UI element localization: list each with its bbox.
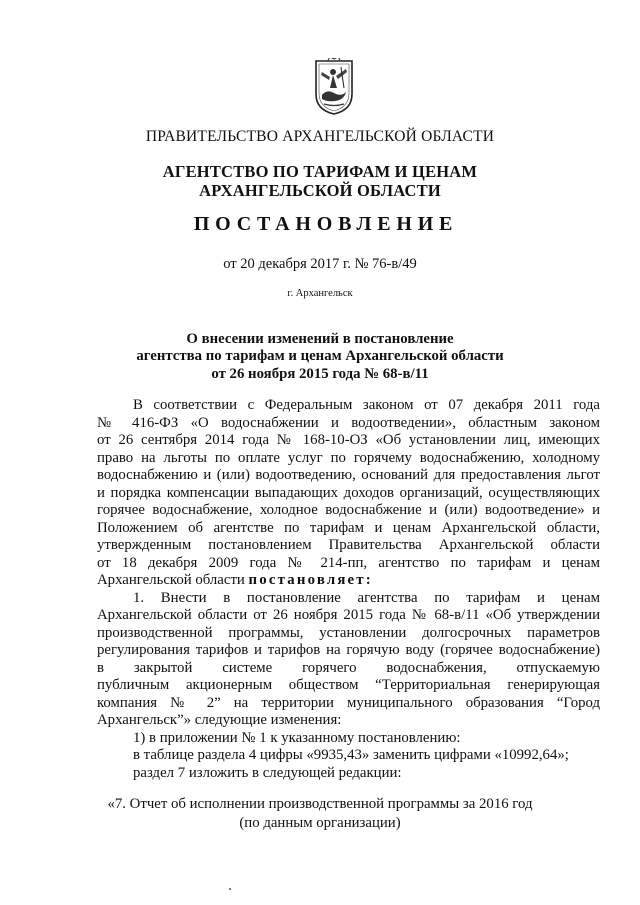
item1-line: в закрытой системе горячего водоснабжения, отпускаемую bbox=[97, 659, 600, 676]
resolves-word: постановляет: bbox=[248, 572, 373, 588]
subject-line-1: О внесении изменений в постановление bbox=[186, 331, 454, 347]
body-line: водоснабжению и (или) водоотведению, оснований для предоставления льгот bbox=[97, 467, 600, 483]
item1-first: 1. Внести в постановление агентства по тарифам и bbox=[133, 589, 545, 606]
body-line: Положением об агентстве по тарифам и ценам Архангельской области, bbox=[97, 519, 600, 536]
body-line: утвержденным постановлением Правительства Архангельской области bbox=[97, 537, 600, 553]
agency-name-line1: АГЕНТСТВО ПО ТАРИФАМ И ЦЕНАМ bbox=[162, 162, 478, 181]
item1-line: компания № 2” на территории муниципального образования “Город bbox=[97, 694, 600, 711]
document-type-title: ПОСТАНОВЛЕНИЕ bbox=[193, 213, 459, 235]
body-line: № 416-ФЗ «О водоснабжении и водоотведении», областным законом bbox=[97, 414, 600, 431]
item1-first-tail: ценам bbox=[561, 589, 601, 606]
document-date-number: от 20 декабря 2017 г. № 76-в/49 bbox=[223, 256, 417, 272]
body-line: и порядка компенсации выпадающих доходов организаций, осуществляющих bbox=[97, 484, 600, 501]
agency-name-line2: АРХАНГЕЛЬСКОЙ ОБЛАСТИ bbox=[199, 181, 441, 200]
item1-line: регулирования тарифов и тарифов на горячую воду (горячее водоснабжение) bbox=[97, 642, 600, 658]
government-name: ПРАВИТЕЛЬСТВО АРХАНГЕЛЬСКОЙ ОБЛАСТИ bbox=[145, 128, 495, 145]
subject-line-2: агентства по тарифам и ценам Архангельской области bbox=[136, 348, 504, 364]
item1-line: производственной программы, установлении долгосрочных параметров bbox=[97, 624, 600, 641]
item1-line bbox=[97, 590, 600, 608]
body-line-resolves bbox=[97, 572, 600, 590]
body-line: право на льготы по оплате услуг по горячему водоснабжению, холодному bbox=[97, 449, 600, 466]
body-line: от 26 сентября 2014 года № 168-10-ОЗ «Об установлении лиц, имеющих bbox=[97, 432, 600, 448]
body-line-prefix: Архангельской области bbox=[97, 572, 249, 588]
body-line: В соответствии с Федеральным законом от 07 декабря 2011 года bbox=[133, 397, 600, 413]
subitem-line: 1) в приложении № 1 к указанному постановлению: bbox=[133, 729, 461, 746]
arkhangelsk-coat-of-arms-icon bbox=[313, 58, 355, 116]
body-line: от 18 декабря 2009 года № 214-пп, агентство по тарифам и ценам bbox=[97, 554, 600, 571]
item1-line: Архангельской области от 26 ноября 2015 года № 68-в/11 «Об утверждении bbox=[97, 607, 600, 623]
section7-note: (по данным организации) bbox=[239, 815, 401, 831]
subject-line-3: от 26 ноября 2015 года № 68-в/11 bbox=[211, 366, 429, 382]
page-speck bbox=[229, 888, 231, 890]
document-city: г. Архангельск bbox=[287, 288, 353, 299]
body-line: горячее водоснабжение, холодное водоснабжение и (или) водоотведение» и bbox=[97, 502, 600, 518]
subitem-line: раздел 7 изложить в следующей редакции: bbox=[133, 764, 402, 781]
section7-title: «7. Отчет об исполнении производственной программы за 2016 год bbox=[107, 796, 533, 812]
document-body bbox=[97, 397, 600, 782]
subitem-line: в таблице раздела 4 цифры «9935,43» заменить цифрами «10992,64»; bbox=[133, 747, 569, 763]
item1-line: Архангельск”» следующие изменения: bbox=[97, 712, 342, 728]
item1-line: публичным акционерным обществом “Территориальная генерирующая bbox=[97, 677, 600, 693]
